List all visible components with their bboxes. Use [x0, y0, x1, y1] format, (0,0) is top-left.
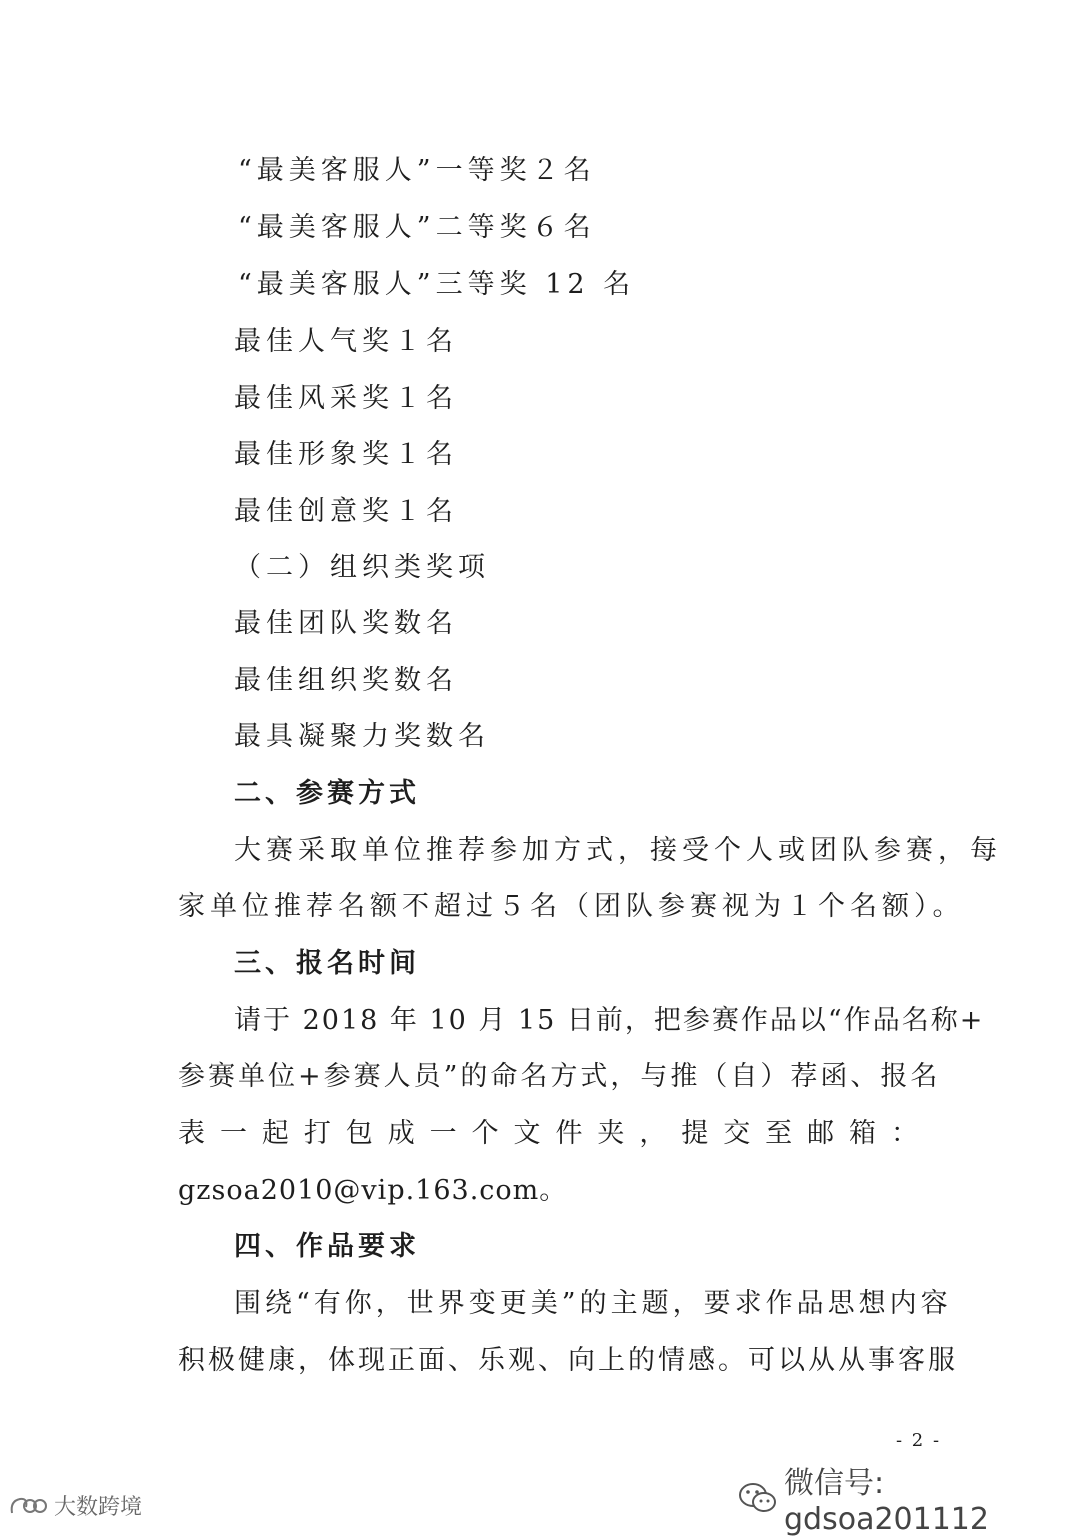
award-line-7: 最佳创意奖１名: [234, 496, 458, 527]
page-number: - 2 -: [896, 1430, 942, 1451]
award-line-1: “最美客服人”一等奖２名: [238, 155, 596, 186]
char: 至: [765, 1118, 793, 1149]
award-line-5: 最佳风采奖１名: [234, 383, 458, 414]
award-line-3: “最美客服人”三等奖 12 名: [238, 269, 636, 300]
char: 起: [261, 1118, 289, 1149]
award-line-6: 最佳形象奖１名: [234, 439, 458, 470]
paragraph-line: 参赛单位+参赛人员”的命名方式，与推（自）荐函、报名: [178, 1061, 941, 1092]
brand-name-text: 大数跨境: [54, 1495, 143, 1520]
char: 交: [723, 1118, 751, 1149]
paragraph-line: 请于 2018 年 10 月 15 日前，把参赛作品以“作品名称+: [234, 1005, 985, 1036]
award-line-2: “最美客服人”二等奖６名: [238, 212, 596, 243]
award-line-8: 最佳团队奖数名: [234, 608, 458, 639]
char: 表: [178, 1118, 205, 1149]
char: 打: [303, 1118, 331, 1149]
char: 成: [387, 1118, 415, 1149]
char: 件: [555, 1118, 583, 1149]
char: 夹: [597, 1118, 625, 1149]
brand-logo-icon: [8, 1493, 48, 1519]
char: 一: [219, 1118, 247, 1149]
section-heading-registration: 三、报名时间: [234, 948, 420, 979]
char: 包: [345, 1118, 373, 1149]
char: 提: [681, 1118, 709, 1149]
char: ：: [890, 1118, 918, 1149]
wechat-id-text: 微信号: gdsoa201112: [784, 1466, 989, 1537]
wechat-icon: [738, 1481, 778, 1515]
section-heading-participation: 二、参赛方式: [234, 778, 420, 809]
award-line-4: 最佳人气奖１名: [234, 326, 458, 357]
award-line-10: 最具凝聚力奖数名: [234, 721, 490, 752]
char: 文: [513, 1118, 541, 1149]
paragraph-line: 积极健康，体现正面、乐观、向上的情感。可以从从事客服: [178, 1345, 958, 1376]
org-awards-heading: （二）组织类奖项: [234, 552, 490, 583]
email-address: gzsoa2010@vip.163.com。: [178, 1175, 568, 1206]
paragraph-line: 家单位推荐名额不超过５名（团队参赛视为１个名额）。: [178, 891, 965, 922]
section-heading-requirements: 四、作品要求: [234, 1231, 420, 1262]
char: 一: [429, 1118, 457, 1149]
paragraph-line-justified: [178, 1117, 918, 1151]
paragraph-line: 围绕“有你，世界变更美”的主题，要求作品思想内容: [234, 1288, 952, 1319]
brand-watermark: [8, 1490, 142, 1521]
paragraph-line: 大赛采取单位推荐参加方式，接受个人或团队参赛，每: [234, 835, 1002, 866]
wechat-watermark: [738, 1458, 1080, 1537]
char: 邮: [807, 1118, 835, 1149]
char: ，: [639, 1118, 667, 1149]
char: 箱: [849, 1118, 876, 1149]
char: 个: [471, 1118, 499, 1149]
award-line-9: 最佳组织奖数名: [234, 665, 458, 696]
